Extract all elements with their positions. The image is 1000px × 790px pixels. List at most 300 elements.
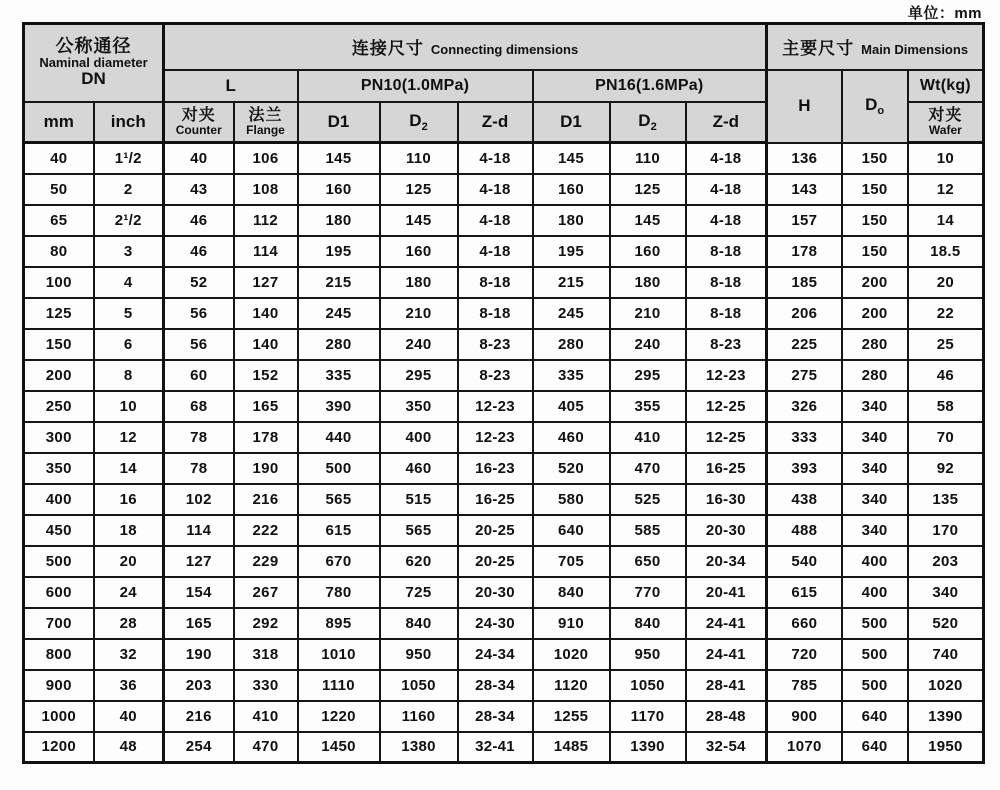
cell-counter: 40 bbox=[164, 143, 234, 174]
header-dn-group bbox=[24, 24, 164, 102]
cell-mm: 250 bbox=[24, 391, 94, 422]
col-counter-zh: 对夹 bbox=[181, 106, 216, 124]
cell-pn10_d2: 565 bbox=[380, 515, 458, 546]
cell-pn10_d1: 160 bbox=[298, 174, 380, 205]
cell-h: 900 bbox=[767, 701, 842, 732]
cell-h: 275 bbox=[767, 360, 842, 391]
cell-h: 660 bbox=[767, 608, 842, 639]
cell-counter: 102 bbox=[164, 484, 234, 515]
cell-inch: 8 bbox=[94, 360, 164, 391]
cell-h: 178 bbox=[767, 236, 842, 267]
cell-pn16_d2: 295 bbox=[610, 360, 686, 391]
cell-inch: 14 bbox=[94, 453, 164, 484]
cell-pn10_zd: 28-34 bbox=[458, 670, 533, 701]
table-row bbox=[24, 174, 984, 205]
cell-pn16_d2: 355 bbox=[610, 391, 686, 422]
cell-flange: 106 bbox=[234, 143, 298, 174]
table-row bbox=[24, 732, 984, 763]
cell-pn16_d2: 160 bbox=[610, 236, 686, 267]
cell-counter: 216 bbox=[164, 701, 234, 732]
cell-pn16_d1: 180 bbox=[533, 205, 610, 236]
cell-pn10_zd: 8-23 bbox=[458, 329, 533, 360]
cell-pn16_d2: 525 bbox=[610, 484, 686, 515]
table-row bbox=[24, 546, 984, 577]
cell-counter: 78 bbox=[164, 453, 234, 484]
cell-d0: 500 bbox=[842, 670, 908, 701]
dimensions-table bbox=[22, 22, 985, 764]
header-l: L bbox=[164, 70, 298, 102]
cell-pn16_zd: 28-41 bbox=[686, 670, 767, 701]
table-row bbox=[24, 670, 984, 701]
cell-counter: 56 bbox=[164, 329, 234, 360]
cell-pn10_d1: 215 bbox=[298, 267, 380, 298]
header-main-group bbox=[767, 24, 984, 70]
cell-pn16_zd: 8-23 bbox=[686, 329, 767, 360]
cell-pn10_zd: 16-25 bbox=[458, 484, 533, 515]
cell-pn16_d1: 335 bbox=[533, 360, 610, 391]
col-d1-pn10: D1 bbox=[298, 102, 380, 143]
cell-pn10_d2: 725 bbox=[380, 577, 458, 608]
cell-pn10_d1: 895 bbox=[298, 608, 380, 639]
cell-pn16_d2: 210 bbox=[610, 298, 686, 329]
cell-h: 206 bbox=[767, 298, 842, 329]
cell-pn10_d2: 1050 bbox=[380, 670, 458, 701]
cell-inch: 6 bbox=[94, 329, 164, 360]
cell-mm: 150 bbox=[24, 329, 94, 360]
cell-pn16_d1: 160 bbox=[533, 174, 610, 205]
cell-pn16_d1: 1120 bbox=[533, 670, 610, 701]
cell-flange: 190 bbox=[234, 453, 298, 484]
cell-h: 720 bbox=[767, 639, 842, 670]
cell-pn16_d1: 195 bbox=[533, 236, 610, 267]
cell-pn16_d1: 640 bbox=[533, 515, 610, 546]
cell-pn10_d2: 350 bbox=[380, 391, 458, 422]
cell-flange: 108 bbox=[234, 174, 298, 205]
cell-pn10_d1: 670 bbox=[298, 546, 380, 577]
cell-inch: 28 bbox=[94, 608, 164, 639]
cell-inch: 36 bbox=[94, 670, 164, 701]
cell-pn16_d1: 215 bbox=[533, 267, 610, 298]
cell-pn16_d2: 1170 bbox=[610, 701, 686, 732]
cell-pn16_d2: 1390 bbox=[610, 732, 686, 763]
cell-pn16_zd: 16-30 bbox=[686, 484, 767, 515]
cell-h: 393 bbox=[767, 453, 842, 484]
cell-pn10_d1: 615 bbox=[298, 515, 380, 546]
cell-h: 157 bbox=[767, 205, 842, 236]
cell-pn16_zd: 28-48 bbox=[686, 701, 767, 732]
cell-pn10_d2: 515 bbox=[380, 484, 458, 515]
col-d1-pn16: D1 bbox=[533, 102, 610, 143]
table-row bbox=[24, 608, 984, 639]
cell-pn16_d2: 180 bbox=[610, 267, 686, 298]
cell-wt: 340 bbox=[908, 577, 984, 608]
cell-d0: 500 bbox=[842, 639, 908, 670]
cell-pn10_d1: 565 bbox=[298, 484, 380, 515]
cell-pn10_d2: 210 bbox=[380, 298, 458, 329]
col-wafer-zh: 对夹 bbox=[928, 106, 963, 124]
cell-pn10_d1: 780 bbox=[298, 577, 380, 608]
cell-flange: 140 bbox=[234, 329, 298, 360]
cell-d0: 150 bbox=[842, 205, 908, 236]
table-row bbox=[24, 298, 984, 329]
table-row bbox=[24, 484, 984, 515]
cell-wt: 135 bbox=[908, 484, 984, 515]
cell-inch: 3 bbox=[94, 236, 164, 267]
col-wafer bbox=[908, 102, 984, 143]
cell-wt: 740 bbox=[908, 639, 984, 670]
cell-pn16_d2: 585 bbox=[610, 515, 686, 546]
cell-d0: 340 bbox=[842, 484, 908, 515]
cell-pn16_d2: 125 bbox=[610, 174, 686, 205]
cell-mm: 200 bbox=[24, 360, 94, 391]
cell-inch: 40 bbox=[94, 701, 164, 732]
cell-wt: 92 bbox=[908, 453, 984, 484]
cell-h: 785 bbox=[767, 670, 842, 701]
col-zd-pn10: Z-d bbox=[458, 102, 533, 143]
cell-pn10_d2: 180 bbox=[380, 267, 458, 298]
cell-d0: 200 bbox=[842, 298, 908, 329]
cell-pn10_d2: 950 bbox=[380, 639, 458, 670]
cell-mm: 350 bbox=[24, 453, 94, 484]
cell-pn16_d2: 1050 bbox=[610, 670, 686, 701]
col-mm: mm bbox=[24, 102, 94, 143]
cell-pn16_d2: 110 bbox=[610, 143, 686, 174]
header-pn16: PN16(1.6MPa) bbox=[533, 70, 767, 102]
cell-inch: 2¹/2 bbox=[94, 205, 164, 236]
cell-pn16_d1: 460 bbox=[533, 422, 610, 453]
cell-counter: 52 bbox=[164, 267, 234, 298]
cell-counter: 78 bbox=[164, 422, 234, 453]
cell-pn16_d1: 1485 bbox=[533, 732, 610, 763]
table-row bbox=[24, 422, 984, 453]
cell-mm: 40 bbox=[24, 143, 94, 174]
cell-pn16_zd: 24-41 bbox=[686, 608, 767, 639]
cell-flange: 330 bbox=[234, 670, 298, 701]
cell-pn10_d1: 500 bbox=[298, 453, 380, 484]
col-flange bbox=[234, 102, 298, 143]
main-group-en: Main Dimensions bbox=[861, 42, 969, 58]
cell-pn10_zd: 4-18 bbox=[458, 174, 533, 205]
cell-wt: 1020 bbox=[908, 670, 984, 701]
cell-pn10_d2: 620 bbox=[380, 546, 458, 577]
cell-counter: 203 bbox=[164, 670, 234, 701]
cell-d0: 280 bbox=[842, 329, 908, 360]
col-d2-pn10 bbox=[380, 102, 458, 143]
cell-mm: 600 bbox=[24, 577, 94, 608]
col-flange-en: Flange bbox=[246, 122, 285, 137]
cell-pn16_zd: 4-18 bbox=[686, 143, 767, 174]
cell-pn16_zd: 12-25 bbox=[686, 422, 767, 453]
cell-pn16_d1: 145 bbox=[533, 143, 610, 174]
col-counter bbox=[164, 102, 234, 143]
table-row bbox=[24, 639, 984, 670]
cell-flange: 222 bbox=[234, 515, 298, 546]
cell-wt: 170 bbox=[908, 515, 984, 546]
table-row bbox=[24, 577, 984, 608]
cell-pn10_zd: 24-34 bbox=[458, 639, 533, 670]
cell-wt: 10 bbox=[908, 143, 984, 174]
cell-mm: 1000 bbox=[24, 701, 94, 732]
cell-pn10_d2: 145 bbox=[380, 205, 458, 236]
cell-pn10_d1: 335 bbox=[298, 360, 380, 391]
cell-wt: 12 bbox=[908, 174, 984, 205]
cell-pn10_zd: 20-25 bbox=[458, 546, 533, 577]
unit-label: 单位：mm bbox=[907, 5, 982, 22]
cell-pn10_d2: 460 bbox=[380, 453, 458, 484]
cell-inch: 20 bbox=[94, 546, 164, 577]
cell-pn10_d1: 1450 bbox=[298, 732, 380, 763]
cell-pn10_d1: 280 bbox=[298, 329, 380, 360]
cell-h: 225 bbox=[767, 329, 842, 360]
cell-flange: 140 bbox=[234, 298, 298, 329]
cell-mm: 1200 bbox=[24, 732, 94, 763]
cell-flange: 267 bbox=[234, 577, 298, 608]
cell-pn10_zd: 20-30 bbox=[458, 577, 533, 608]
cell-inch: 1¹/2 bbox=[94, 143, 164, 174]
cell-pn16_d2: 470 bbox=[610, 453, 686, 484]
table-row bbox=[24, 236, 984, 267]
cell-pn10_d1: 180 bbox=[298, 205, 380, 236]
cell-counter: 165 bbox=[164, 608, 234, 639]
cell-pn16_d2: 145 bbox=[610, 205, 686, 236]
cell-pn16_d1: 1020 bbox=[533, 639, 610, 670]
header-pn10: PN10(1.0MPa) bbox=[298, 70, 533, 102]
cell-d0: 150 bbox=[842, 174, 908, 205]
cell-flange: 470 bbox=[234, 732, 298, 763]
cell-wt: 1390 bbox=[908, 701, 984, 732]
cell-d0: 640 bbox=[842, 701, 908, 732]
cell-inch: 18 bbox=[94, 515, 164, 546]
cell-pn10_d1: 1220 bbox=[298, 701, 380, 732]
cell-pn16_zd: 12-23 bbox=[686, 360, 767, 391]
cell-pn10_d1: 390 bbox=[298, 391, 380, 422]
cell-pn16_d2: 240 bbox=[610, 329, 686, 360]
cell-counter: 43 bbox=[164, 174, 234, 205]
main-group-zh: 主要尺寸 bbox=[782, 39, 855, 59]
cell-pn16_zd: 4-18 bbox=[686, 205, 767, 236]
cell-d0: 500 bbox=[842, 608, 908, 639]
cell-flange: 410 bbox=[234, 701, 298, 732]
table-row bbox=[24, 329, 984, 360]
cell-inch: 16 bbox=[94, 484, 164, 515]
cell-flange: 229 bbox=[234, 546, 298, 577]
table-row bbox=[24, 267, 984, 298]
cell-mm: 800 bbox=[24, 639, 94, 670]
cell-flange: 318 bbox=[234, 639, 298, 670]
cell-d0: 340 bbox=[842, 453, 908, 484]
cell-counter: 60 bbox=[164, 360, 234, 391]
col-wafer-en: Wafer bbox=[928, 122, 962, 137]
cell-pn10_d1: 440 bbox=[298, 422, 380, 453]
cell-pn10_d2: 295 bbox=[380, 360, 458, 391]
cell-inch: 5 bbox=[94, 298, 164, 329]
cell-d0: 150 bbox=[842, 143, 908, 174]
cell-pn10_zd: 12-23 bbox=[458, 391, 533, 422]
cell-h: 333 bbox=[767, 422, 842, 453]
cell-flange: 152 bbox=[234, 360, 298, 391]
cell-h: 185 bbox=[767, 267, 842, 298]
cell-pn10_zd: 20-25 bbox=[458, 515, 533, 546]
cell-d0: 280 bbox=[842, 360, 908, 391]
cell-mm: 65 bbox=[24, 205, 94, 236]
cell-inch: 10 bbox=[94, 391, 164, 422]
cell-mm: 450 bbox=[24, 515, 94, 546]
cell-pn10_zd: 8-18 bbox=[458, 267, 533, 298]
cell-inch: 12 bbox=[94, 422, 164, 453]
cell-pn16_zd: 16-25 bbox=[686, 453, 767, 484]
cell-inch: 48 bbox=[94, 732, 164, 763]
cell-flange: 112 bbox=[234, 205, 298, 236]
header-h: H bbox=[767, 70, 842, 143]
cell-pn10_d2: 110 bbox=[380, 143, 458, 174]
cell-flange: 127 bbox=[234, 267, 298, 298]
cell-flange: 216 bbox=[234, 484, 298, 515]
table-row bbox=[24, 360, 984, 391]
cell-h: 438 bbox=[767, 484, 842, 515]
d2-main: D bbox=[409, 110, 422, 130]
cell-pn16_d1: 405 bbox=[533, 391, 610, 422]
cell-d0: 640 bbox=[842, 732, 908, 763]
cell-pn16_d1: 1255 bbox=[533, 701, 610, 732]
cell-pn10_d2: 240 bbox=[380, 329, 458, 360]
d2-main: D bbox=[638, 110, 651, 130]
cell-pn16_zd: 8-18 bbox=[686, 267, 767, 298]
cell-d0: 400 bbox=[842, 546, 908, 577]
cell-counter: 46 bbox=[164, 236, 234, 267]
cell-pn10_zd: 8-23 bbox=[458, 360, 533, 391]
cell-pn16_zd: 12-25 bbox=[686, 391, 767, 422]
cell-pn10_zd: 28-34 bbox=[458, 701, 533, 732]
cell-mm: 500 bbox=[24, 546, 94, 577]
cell-pn10_d2: 400 bbox=[380, 422, 458, 453]
cell-pn10_zd: 16-23 bbox=[458, 453, 533, 484]
cell-flange: 178 bbox=[234, 422, 298, 453]
table-row bbox=[24, 391, 984, 422]
table-row bbox=[24, 515, 984, 546]
cell-d0: 340 bbox=[842, 515, 908, 546]
d0-main: D bbox=[865, 95, 878, 114]
connecting-group-zh: 连接尺寸 bbox=[351, 39, 424, 59]
d2-sub: 2 bbox=[421, 120, 428, 133]
cell-wt: 18.5 bbox=[908, 236, 984, 267]
cell-pn10_d2: 1380 bbox=[380, 732, 458, 763]
cell-pn16_zd: 32-54 bbox=[686, 732, 767, 763]
table-row bbox=[24, 453, 984, 484]
col-counter-en: Counter bbox=[175, 122, 222, 137]
cell-h: 540 bbox=[767, 546, 842, 577]
cell-pn16_d1: 280 bbox=[533, 329, 610, 360]
cell-inch: 32 bbox=[94, 639, 164, 670]
cell-pn16_d1: 245 bbox=[533, 298, 610, 329]
dn-group-code: DN bbox=[81, 69, 106, 89]
cell-wt: 46 bbox=[908, 360, 984, 391]
d0-sub: o bbox=[877, 105, 885, 117]
cell-h: 615 bbox=[767, 577, 842, 608]
cell-pn10_zd: 4-18 bbox=[458, 205, 533, 236]
cell-pn16_d2: 770 bbox=[610, 577, 686, 608]
cell-inch: 24 bbox=[94, 577, 164, 608]
cell-d0: 400 bbox=[842, 577, 908, 608]
cell-h: 1070 bbox=[767, 732, 842, 763]
cell-pn16_zd: 8-18 bbox=[686, 236, 767, 267]
col-d2-pn16 bbox=[610, 102, 686, 143]
table-row bbox=[24, 143, 984, 174]
cell-d0: 340 bbox=[842, 422, 908, 453]
cell-wt: 22 bbox=[908, 298, 984, 329]
header-wt: Wt(kg) bbox=[908, 70, 984, 102]
cell-pn10_d1: 195 bbox=[298, 236, 380, 267]
cell-pn10_d2: 840 bbox=[380, 608, 458, 639]
col-flange-zh: 法兰 bbox=[248, 106, 283, 124]
cell-counter: 127 bbox=[164, 546, 234, 577]
cell-mm: 80 bbox=[24, 236, 94, 267]
cell-flange: 292 bbox=[234, 608, 298, 639]
cell-counter: 114 bbox=[164, 515, 234, 546]
cell-pn10_d1: 145 bbox=[298, 143, 380, 174]
cell-counter: 254 bbox=[164, 732, 234, 763]
table-row bbox=[24, 701, 984, 732]
cell-pn10_zd: 4-18 bbox=[458, 236, 533, 267]
cell-pn10_d2: 1160 bbox=[380, 701, 458, 732]
cell-pn16_d2: 410 bbox=[610, 422, 686, 453]
cell-d0: 200 bbox=[842, 267, 908, 298]
cell-wt: 20 bbox=[908, 267, 984, 298]
cell-pn10_zd: 4-18 bbox=[458, 143, 533, 174]
table-row bbox=[24, 205, 984, 236]
cell-counter: 56 bbox=[164, 298, 234, 329]
connecting-group-en: Connecting dimensions bbox=[430, 42, 579, 58]
cell-pn16_d1: 910 bbox=[533, 608, 610, 639]
cell-wt: 25 bbox=[908, 329, 984, 360]
cell-mm: 50 bbox=[24, 174, 94, 205]
cell-flange: 114 bbox=[234, 236, 298, 267]
cell-inch: 4 bbox=[94, 267, 164, 298]
cell-wt: 520 bbox=[908, 608, 984, 639]
cell-pn16_zd: 20-34 bbox=[686, 546, 767, 577]
d2-sub: 2 bbox=[650, 120, 657, 133]
dn-group-zh: 公称通径 bbox=[55, 35, 132, 56]
cell-pn10_d2: 160 bbox=[380, 236, 458, 267]
cell-wt: 14 bbox=[908, 205, 984, 236]
cell-wt: 70 bbox=[908, 422, 984, 453]
cell-pn16_d1: 520 bbox=[533, 453, 610, 484]
cell-pn10_zd: 8-18 bbox=[458, 298, 533, 329]
cell-pn16_d1: 840 bbox=[533, 577, 610, 608]
cell-mm: 100 bbox=[24, 267, 94, 298]
cell-pn10_zd: 32-41 bbox=[458, 732, 533, 763]
cell-counter: 154 bbox=[164, 577, 234, 608]
cell-d0: 340 bbox=[842, 391, 908, 422]
cell-mm: 700 bbox=[24, 608, 94, 639]
col-zd-pn16: Z-d bbox=[686, 102, 767, 143]
table-body bbox=[24, 143, 984, 763]
cell-pn16_zd: 20-30 bbox=[686, 515, 767, 546]
cell-pn16_zd: 24-41 bbox=[686, 639, 767, 670]
cell-counter: 190 bbox=[164, 639, 234, 670]
cell-counter: 46 bbox=[164, 205, 234, 236]
cell-pn16_d2: 840 bbox=[610, 608, 686, 639]
cell-pn16_d2: 650 bbox=[610, 546, 686, 577]
cell-pn16_d1: 705 bbox=[533, 546, 610, 577]
cell-pn10_d1: 245 bbox=[298, 298, 380, 329]
cell-pn10_d1: 1010 bbox=[298, 639, 380, 670]
cell-mm: 125 bbox=[24, 298, 94, 329]
cell-pn10_zd: 12-23 bbox=[458, 422, 533, 453]
cell-pn16_zd: 8-18 bbox=[686, 298, 767, 329]
cell-pn16_d1: 580 bbox=[533, 484, 610, 515]
cell-h: 143 bbox=[767, 174, 842, 205]
cell-h: 488 bbox=[767, 515, 842, 546]
